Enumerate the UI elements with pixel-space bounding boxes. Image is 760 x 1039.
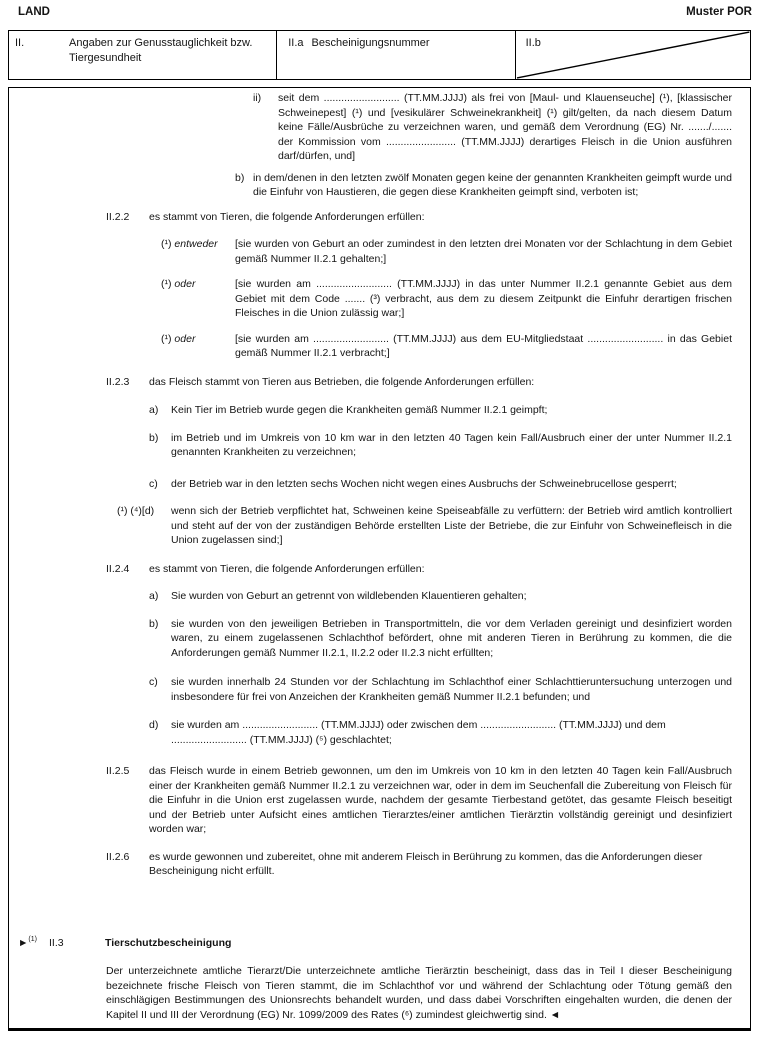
item-label: a) [149,404,159,416]
item-II-2-4-d [149,718,750,747]
section-II-2-6-text: es wurde gewonnen und zubereitet, ohne mit anderem Fleisch in Berührung zu kommen, das die Anforderungen dieser Bescheinigung nicht erfüllt. [149,850,703,877]
section-II-2-5-text: das Fleisch wurde in einem Betrieb gewonnen, um den im Umkreis von 10 km in den letzten 40 Tagen kein Fall/Ausbruch einer der Krankheiten gemäß Nummer II.2.1 zu verzeichnen war, oder in dem im Seuchenfall die Zubereitung von Fleisch für die Einfuhr in die Union erst zugelassen wurde, nachdem der gesamte Tierbestand getötet, das gesamte Fleisch beseitigt und der Betrieb unter Aufsicht eines amtlichen Tierarztes/einer amtlichen Tierärztin vollständig gereinigt und desinfiziert worden war; [149,765,732,835]
item-II-2-3-d [117,504,750,548]
item-label: b) [149,431,159,444]
section-II-2-2-intro: es stammt von Tieren, die folgende Anforderungen erfüllen: [149,210,425,223]
section-II-3-title: Tierschutzbescheinigung [105,936,232,949]
item-II-2-3-b [149,431,750,460]
certificate-number-cell [277,31,515,79]
item-text: sie wurden von den jeweiligen Betrieben in Transportmitteln, die vor dem Verladen gereinigt und desinfiziert worden waren, zu einem zugelassenen Schlachthof befördert, ohne mit anderen Tieren in Berührung zu kommen, die die Anforderungen gemäß Nummer II.2.1, II.2.2 oder II.2.3 nicht erfüllten; [171,617,732,659]
option-oder-1-label [161,277,235,321]
item-II-2-4-c [149,675,750,704]
section-II-2-4-intro: es stammt von Tieren, die folgende Anforderungen erfüllen: [149,562,425,575]
item-label: b) [149,617,159,630]
item-text: der Betrieb war in den letzten sechs Wochen nicht wegen eines Ausbruchs der Schweinebrucellose gesperrt; [171,477,677,490]
amendment-marker-sup: (1) [28,935,37,943]
item-label: a) [149,590,159,602]
section-II-2-4 [106,562,750,577]
section-II-2-5 [106,764,750,837]
option-entweder-text: [sie wurden von Geburt an oder zumindest in den letzten drei Monaten vor der Schlachtung in dem Gebiet gemäß Nummer II.2.1 gehalten;] [235,238,732,265]
clause-b [235,171,750,200]
section-II-3-heading [18,936,750,951]
footnote-ref: (¹) [161,332,172,345]
item-text: sie wurden am .......................... (TT.MM.JJJJ) oder zwischen dem .......................... (TT.MM.JJJJ) und dem .......................... (TT.MM.JJJJ) (⁵) geschlachtet; [171,719,666,746]
iib-label: II.b [525,37,541,49]
section-II-2-3 [106,375,750,390]
section-II-2-3-intro: das Fleisch stammt von Tieren aus Betrieben, die folgende Anforderungen erfüllen: [149,375,535,388]
amendment-marker-icon [18,936,49,951]
item-II-2-3-c [149,477,750,492]
model-label: Muster POR [686,6,752,18]
item-text: wenn sich der Betrieb verpflichtet hat, Schweinen keine Speiseabfälle zu verfüttern: der Betrieb wird amtlich kontrolliert und steht auf der von der zuständigen Behörde erstellten Liste der Betriebe, die zur Einfuhr von Schweinefleisch in die Union zugelassen sind;] [171,505,732,546]
option-oder-2 [161,332,750,361]
option-oder-1 [161,277,750,321]
footnote-ref: (¹) [161,238,172,250]
section-II-2-6 [106,850,750,879]
part-ii-header-table [8,30,751,80]
part-ii-title: Angaben zur Genusstauglichkeit bzw. Tiergesundheit [69,37,253,64]
part-ii-title-cell [9,31,277,79]
item-text: Sie wurden von Geburt an getrennt von wildlebenden Klauentieren gehalten; [171,590,527,602]
option-oder-2-label [161,332,235,361]
part-ii-number: II. [15,37,25,49]
section-II-2-2 [106,210,750,225]
section-II-3-number: II.3 [49,936,64,949]
clause-b-text: in dem/denen in den letzten zwölf Monaten gegen keine der genannten Krankheiten geimpft wurde und die Einfuhr von Haustieren, die gegen diese Krankheiten geimpft sind, verboten ist; [253,171,732,198]
item-II-2-3-a [149,403,750,418]
item-II-2-4-b [149,617,750,661]
item-text: Kein Tier im Betrieb wurde gegen die Krankheiten gemäß Nummer II.2.1 geimpft; [171,404,548,416]
item-label: c) [149,676,158,688]
iib-cell [516,31,750,79]
section-II-3-paragraph [106,964,750,1022]
right-triangle-icon: ► [18,936,29,949]
section-II-2-6-number: II.2.6 [106,850,130,863]
section-II-2-3-number: II.2.3 [106,375,130,388]
country-label: LAND [18,6,50,18]
option-entweder [161,237,750,266]
certificate-number-code: II.a [288,37,304,49]
section-II-3-text: Der unterzeichnete amtliche Tierarzt/Die unterzeichnete amtliche Tierärztin bescheinigt, dass das in Teil I dieser Bescheinigung bezeichnete frische Fleisch von Tieren stammt, die im Schlachthof vor und während der Schlachtung oder Tötung gemäß den einschlägigen Bestimmungen des Unionsrechts behandelt wurden, und dass dabei Vorschriften eingehalten wurden, die denen der Kapitel II und III der Verordnung (EG) Nr. 1099/2009 des Rates (⁶) zumindest gleichwertig sind. ◄ [106,965,732,1021]
clause-ii-text: seit dem .......................... (TT.MM.JJJJ) als frei von [Maul- und Klauenseuche] (¹), [klassischer Schweinepest] (¹) und [vesikulärer Schweinekrankheit] (¹) gilt/gelten, da nach diesem Datum keine Fälle/Ausbrüche zu verzeichnen waren, und gemäß dem Verordnung (EG) Nr. ......./....... der Kommission vom ........................ (TT.MM.JJJJ) derartiges Fleisch in die Union ausführen darf/dürfen, und] [278,92,732,162]
option-oder-1-text: [sie wurden am .......................... (TT.MM.JJJJ) in das unter Nummer II.2.1 genannte Gebiet aus dem Gebiet mit dem Code ....... (³) verbracht, aus dem zu diesem Zeitpunkt die Einfuhr derartigen frischen Fleisches in die Union zulässig war;] [235,278,732,319]
section-II-2-2-number: II.2.2 [106,210,130,223]
item-label: (¹) (⁴)[d) [117,505,155,517]
option-oder-2-text: [sie wurden am .......................... (TT.MM.JJJJ) aus dem EU-Mitgliedstaat .......................... in das Gebiet gemäß Nummer II.2.1 verbracht;] [235,332,732,359]
footnote-ref: (¹) [161,278,172,290]
item-label: d) [149,719,159,731]
clause-ii [253,91,750,164]
diagonal-strikethrough-line [516,31,750,79]
item-label: c) [149,477,158,490]
section-II-2-4-number: II.2.4 [106,562,130,575]
clause-ii-label: ii) [253,92,262,104]
option-entweder-label [161,237,235,266]
option-word: oder [174,332,196,345]
section-II-2-5-number: II.2.5 [106,765,130,777]
item-text: im Betrieb und im Umkreis von 10 km war in den letzten 40 Tagen kein Fall/Ausbruch einer der unter Nummer II.2.1 genannten Krankheiten zu verzeichnen; [171,431,732,458]
item-II-2-4-a [149,589,750,604]
clause-b-label: b) [235,171,245,184]
page-top-row [18,5,752,20]
option-word: oder [174,278,196,290]
certificate-body [8,87,751,1031]
option-word: entweder [174,238,218,250]
certificate-number-label: Bescheinigungsnummer [311,37,430,49]
item-text: sie wurden innerhalb 24 Stunden vor der Schlachtung im Schlachthof einer Schlachttieruntersuchung unterzogen und insbesondere für frei von Anzeichen der Krankheiten gemäß Nummer II.2.1 befunden; und [171,676,732,703]
